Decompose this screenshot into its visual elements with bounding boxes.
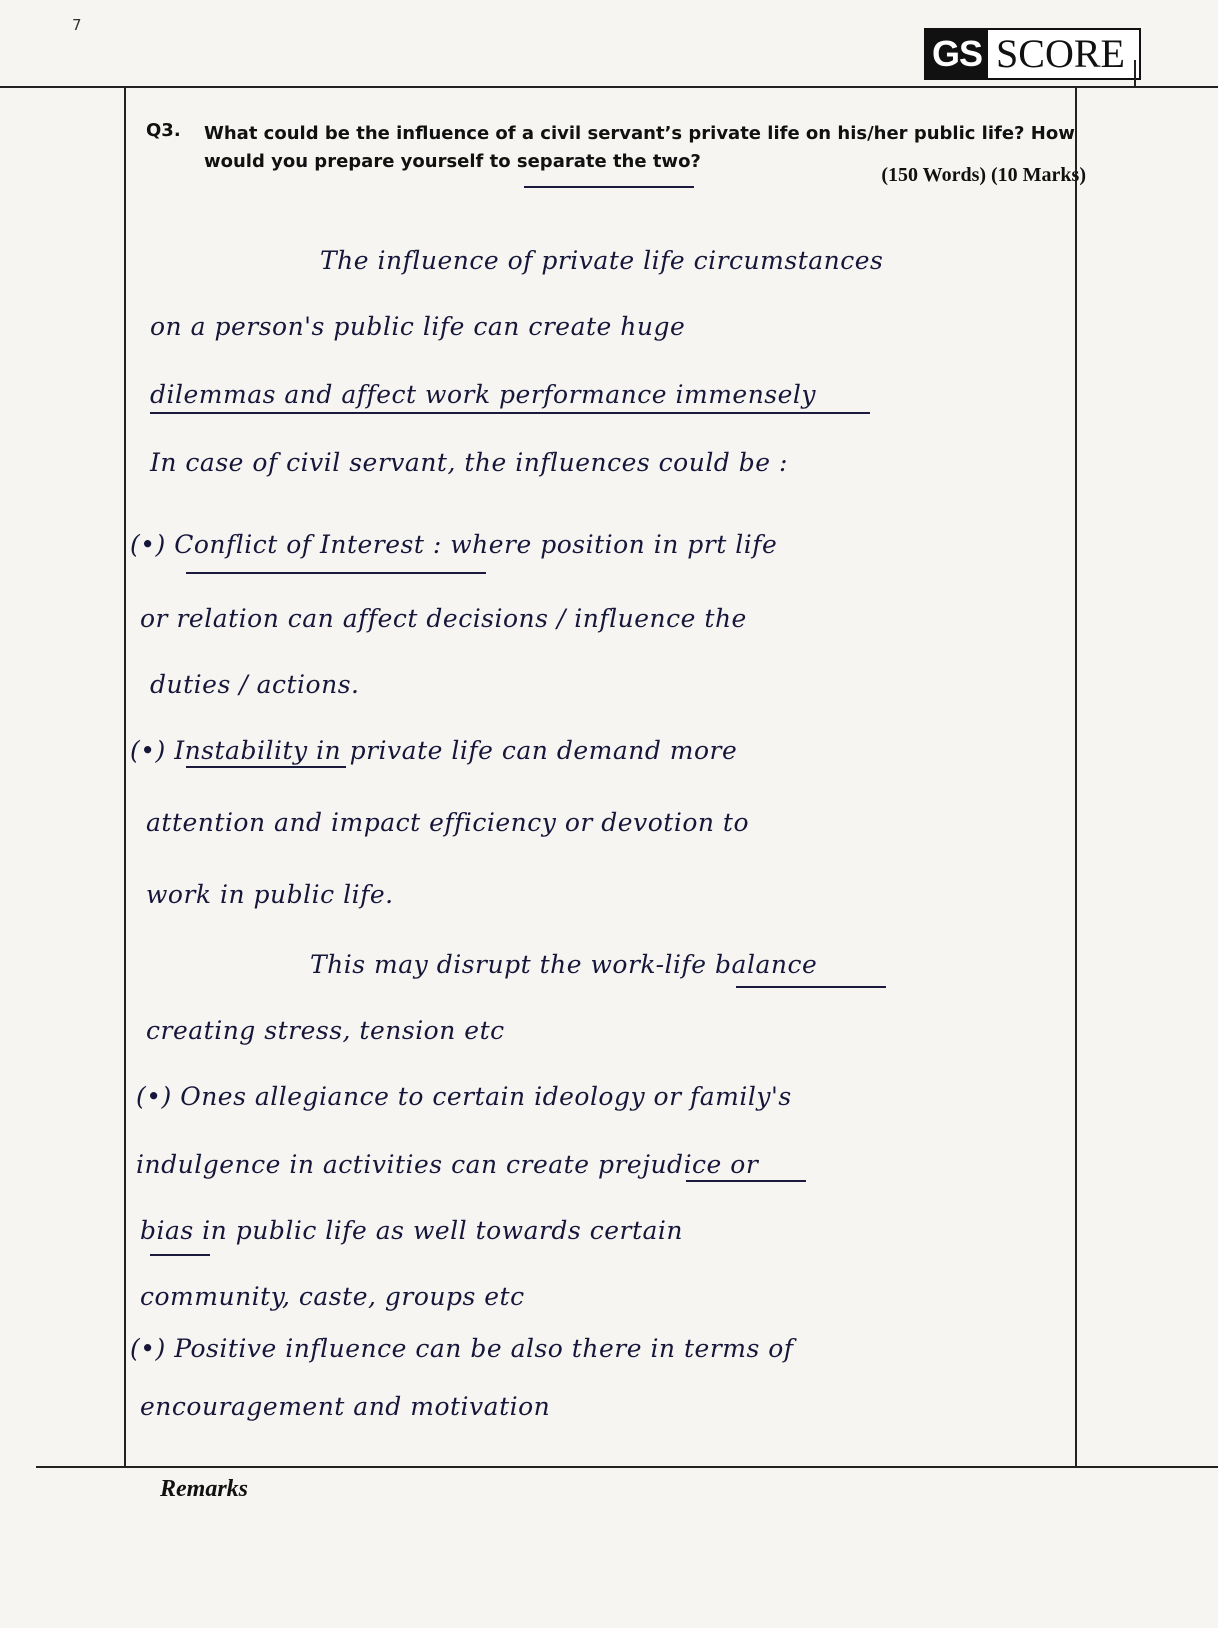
- answer-line: or relation can affect decisions / influence the: [140, 604, 747, 633]
- answer-line: bias in public life as well towards certain: [140, 1216, 683, 1245]
- underline: [736, 986, 886, 988]
- question-number: Q3.: [146, 120, 181, 141]
- answer-line: (•) Ones allegiance to certain ideology or family's: [136, 1082, 792, 1111]
- underline: [150, 412, 870, 414]
- underline: [686, 1180, 806, 1182]
- answer-line: work in public life.: [146, 880, 394, 909]
- answer-line: (•) Instability in private life can demand more: [130, 736, 738, 765]
- answer-line: community, caste, groups etc: [140, 1282, 525, 1311]
- top-rule: [0, 86, 1218, 88]
- answer-line: indulgence in activities can create prejudice or: [136, 1150, 759, 1179]
- underline: [186, 572, 486, 574]
- right-tick-rule: [1134, 60, 1136, 86]
- answer-line: (•) Conflict of Interest : where position in prt life: [130, 530, 778, 559]
- answer-line: attention and impact efficiency or devotion to: [146, 808, 750, 837]
- answer-line: on a person's public life can create huge: [150, 312, 686, 341]
- left-margin-rule: [124, 88, 126, 1468]
- underline: [524, 186, 694, 188]
- logo-score: SCORE: [996, 31, 1125, 76]
- gs-score-logo: [924, 28, 1141, 80]
- answer-line: duties / actions.: [150, 670, 360, 699]
- answer-line: encouragement and motivation: [140, 1392, 551, 1421]
- page-number: 7: [72, 16, 82, 34]
- answer-line: dilemmas and affect work performance immensely: [150, 380, 817, 409]
- answer-line: In case of civil servant, the influences could be :: [150, 448, 788, 477]
- answer-line: (•) Positive influence can be also there in terms of: [130, 1334, 794, 1363]
- logo-gs: GS: [926, 30, 988, 78]
- bottom-rule: [36, 1466, 1218, 1468]
- remarks-label: Remarks: [160, 1476, 249, 1502]
- underline: [150, 1254, 210, 1256]
- underline: [186, 766, 346, 768]
- question-text: What could be the influence of a civil servant’s private life on his/her public life? How would you prepare yourself to separate the two?: [204, 123, 1075, 172]
- question-word-marks: (150 Words) (10 Marks): [881, 164, 1086, 186]
- answer-line: creating stress, tension etc: [146, 1016, 505, 1045]
- answer-line: This may disrupt the work-life balance: [310, 950, 818, 979]
- answer-line: The influence of private life circumstances: [320, 246, 884, 275]
- right-margin-rule: [1075, 88, 1077, 1468]
